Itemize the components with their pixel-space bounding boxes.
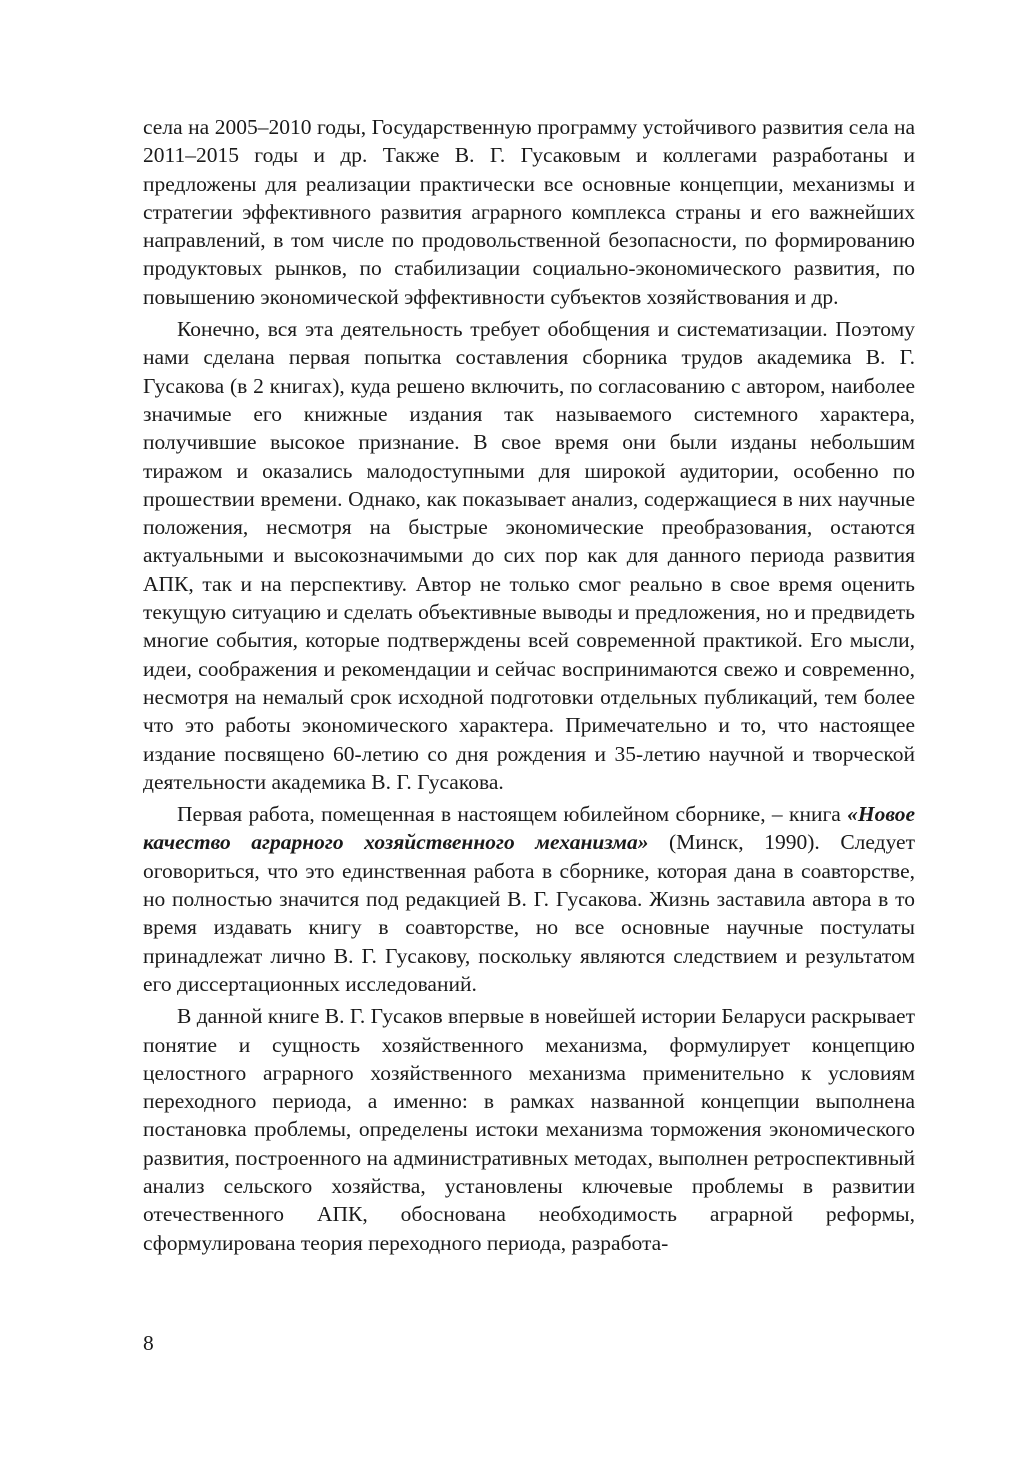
paragraph-book-summary: В данной книге В. Г. Гусаков впервые в новейшей истории Беларуси раскрывает понятие и сущность хозяйственного механизма, формулирует концепцию целостного аграрного хозяйственного механизма применительно к условиям переходного периода, а именно: в рамках названной концепции выполнена постановка проблемы, определены истоки механизма торможения экономического развития, построенного на административных методах, выполнен ретроспективный анализ сельского хозяйства, установлены ключевые проблемы в развитии отечественного АПК, обоснована необходимость аграрной реформы, сформулирована теория переходного периода, разработа- xyxy=(143,1004,915,1255)
first-work-text-after: (Минск, 1990). Следует оговориться, что это единственная работа в сборнике, которая дана в соавторстве, но полностью значится под редакцией В. Г. Гусакова. Жизнь заставила автора в то время издавать книгу в соавторстве, но все основные научные постулаты принадлежат лично В. Г. Гусакову, поскольку являются следствием и результатом его диссертационных исследований. xyxy=(143,830,915,996)
page-number: 8 xyxy=(143,1331,154,1355)
body-text xyxy=(143,113,915,1257)
paragraph-first-work xyxy=(143,800,915,998)
paragraph-systematization: Конечно, вся эта деятельность требует обобщения и систематизации. Поэтому нами сделана первая попытка составления сборника трудов академика В. Г. Гусакова (в 2 книгах), куда решено включить, по согласованию с автором, наиболее значимые его книжные издания так называемого системного характера, получившие высокое признание. В свое время они были изданы небольшим тиражом и оказались малодоступными для широкой аудитории, особенно по прошествии времени. Однако, как показывает анализ, содержащиеся в них научные положения, несмотря на быстрые экономические преобразования, остаются актуальными и высокозначимыми до сих пор как для данного периода развития АПК, так и на перспективу. Автор не только смог реально в свое время оценить текущую ситуацию и сделать объективные выводы и предложения, но и предвидеть многие события, которые подтверждены всей современной практикой. Его мысли, идеи, соображения и рекомендации и сейчас воспринимаются свежо и современно, несмотря на немалый срок исходной подготовки отдельных публикаций, тем более что это работы экономического характера. Примечательно и то, что настоящее издание посвящено 60-летию со дня рождения и 35-летию научной и творческой деятельности академика В. Г. Гусакова. xyxy=(143,317,915,794)
paragraph-continuation: села на 2005–2010 годы, Государственную программу устойчивого развития села на 2011–2015 годы и др. Также В. Г. Гусаковым и коллегами разработаны и предложены для реализации практически все основные концепции, механизмы и стратегии эффективного развития аграрного комплекса страны и его важнейших направлений, в том числе по продовольственной безопасности, по формированию продуктовых рынков, по стабилизации социально-экономического развития, по повышению экономической эффективности субъектов хозяйствования и др. xyxy=(143,115,915,309)
book-title: «Новое качество аграрного хозяйственного механизма» xyxy=(143,802,915,855)
first-work-text-before: Первая работа, помещенная в настоящем юбилейном сборнике, – книга xyxy=(177,802,848,827)
